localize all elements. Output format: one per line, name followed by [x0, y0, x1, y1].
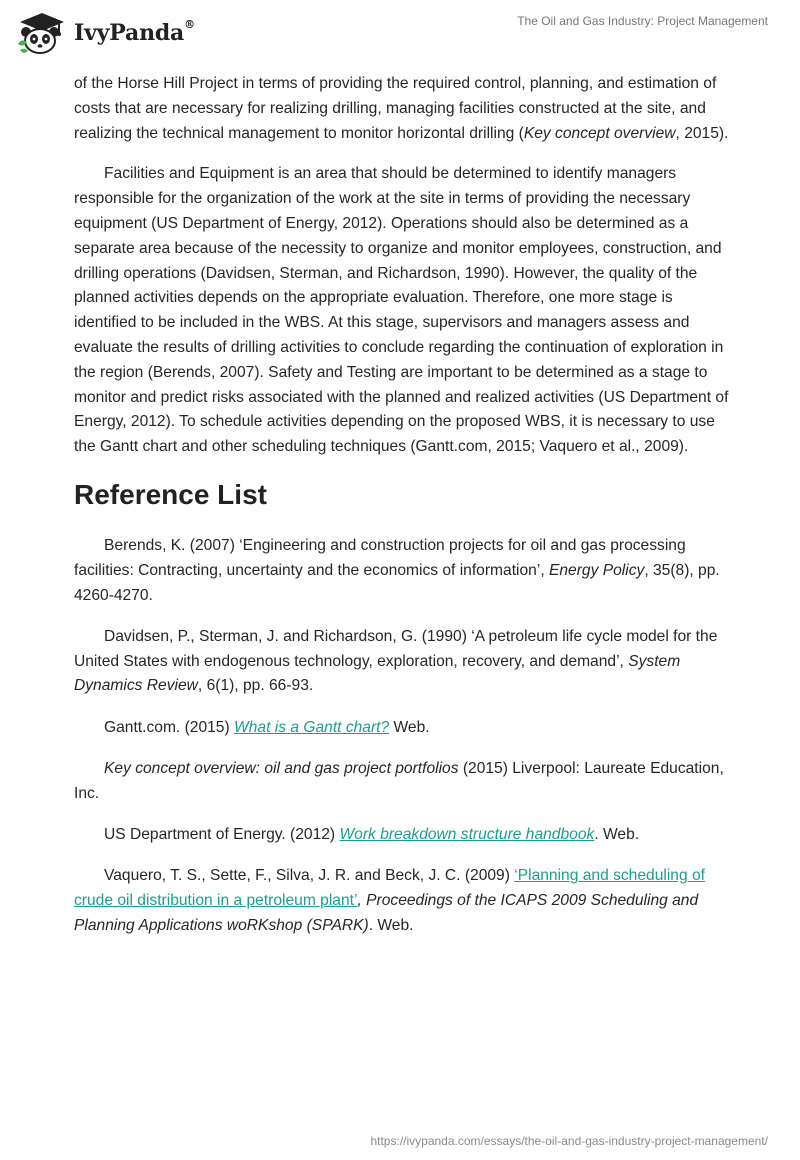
page-url: https://ivypanda.com/essays/the-oil-and-gas-industry-project-management/	[370, 1134, 768, 1148]
reference-berends: Berends, K. (2007) ‘Engineering and construction projects for oil and gas processing facilities: Contracting, uncertainty and the economics of information’, Energy Policy, 35(8), pp. 4260-4270.	[74, 536, 720, 604]
reference-key-concept: Key concept overview: oil and gas project portfolios (2015) Liverpool: Laureate Education, Inc.	[74, 760, 724, 802]
gantt-chart-link[interactable]: What is a Gantt chart?	[234, 718, 390, 736]
paragraph-2: Facilities and Equipment is an area that should be determined to identify managers responsible for the organization of the work at the site in terms of providing the necessary equipment (US Department of Energy, 2012). Operations should also be determined as a separate area because of the necessity to organize and monitor employees, construction, and drilling operations (Davidsen, Sterman, and Richardson, 1990). However, the quality of the planned activities depends on the appropriate evaluation. Therefore, one more stage is identified to be included in the WBS. At this stage, supervisors and managers assess and evaluate the results of drilling activities to conclude regarding the continuation of exploration in the region (Berends, 2007). Safety and Testing are important to be determined as a stage to monitor and predict risks associated with the planned and realized activities (US Department of Energy, 2012). To schedule activities depending on the proposed WBS, it is necessary to use the Gantt chart and other scheduling techniques (Gantt.com, 2015; Vaquero et al., 2009).	[74, 165, 729, 456]
crude-oil-scheduling-link[interactable]: ‘Planning and scheduling of crude oil distribution in a petroleum plant’	[74, 867, 705, 910]
brand-name: IvyPanda®	[74, 18, 195, 46]
reference-gantt: Gantt.com. (2015) What is a Gantt chart? Web.	[104, 718, 430, 736]
reference-davidsen: Davidsen, P., Sterman, J. and Richardson, G. (1990) ‘A petroleum life cycle model for the United States with endogenous technology, exploration, recovery, and demand’, System Dynamics Review, 6(1), pp. 66-93.	[74, 627, 718, 695]
wbs-handbook-link[interactable]: Work breakdown structure handbook	[339, 826, 595, 844]
document-title: The Oil and Gas Industry: Project Management	[517, 14, 768, 28]
ivypanda-logo[interactable]	[14, 10, 195, 56]
reference-list-heading: Reference List	[74, 478, 267, 510]
panda-graduate-icon	[14, 10, 70, 56]
reference-vaquero: Vaquero, T. S., Sette, F., Silva, J. R. and Beck, J. C. (2009) ‘Planning and scheduling of crude oil distribution in a petroleum plant’, Proceedings of the ICAPS 2009 Scheduling and Planning Applications woRKshop (SPARK). Web.	[74, 867, 705, 935]
paragraph-1: of the Horse Hill Project in terms of providing the required control, planning, and estimation of costs that are necessary for realizing drilling, managing facilities constructed at the site, and realizing the technical management to monitor horizontal drilling (Key concept overview, 2015).	[74, 75, 729, 142]
essay-content	[74, 72, 734, 955]
reference-us-doe: US Department of Energy. (2012) Work breakdown structure handbook. Web.	[104, 826, 640, 844]
page-header	[0, 0, 800, 64]
